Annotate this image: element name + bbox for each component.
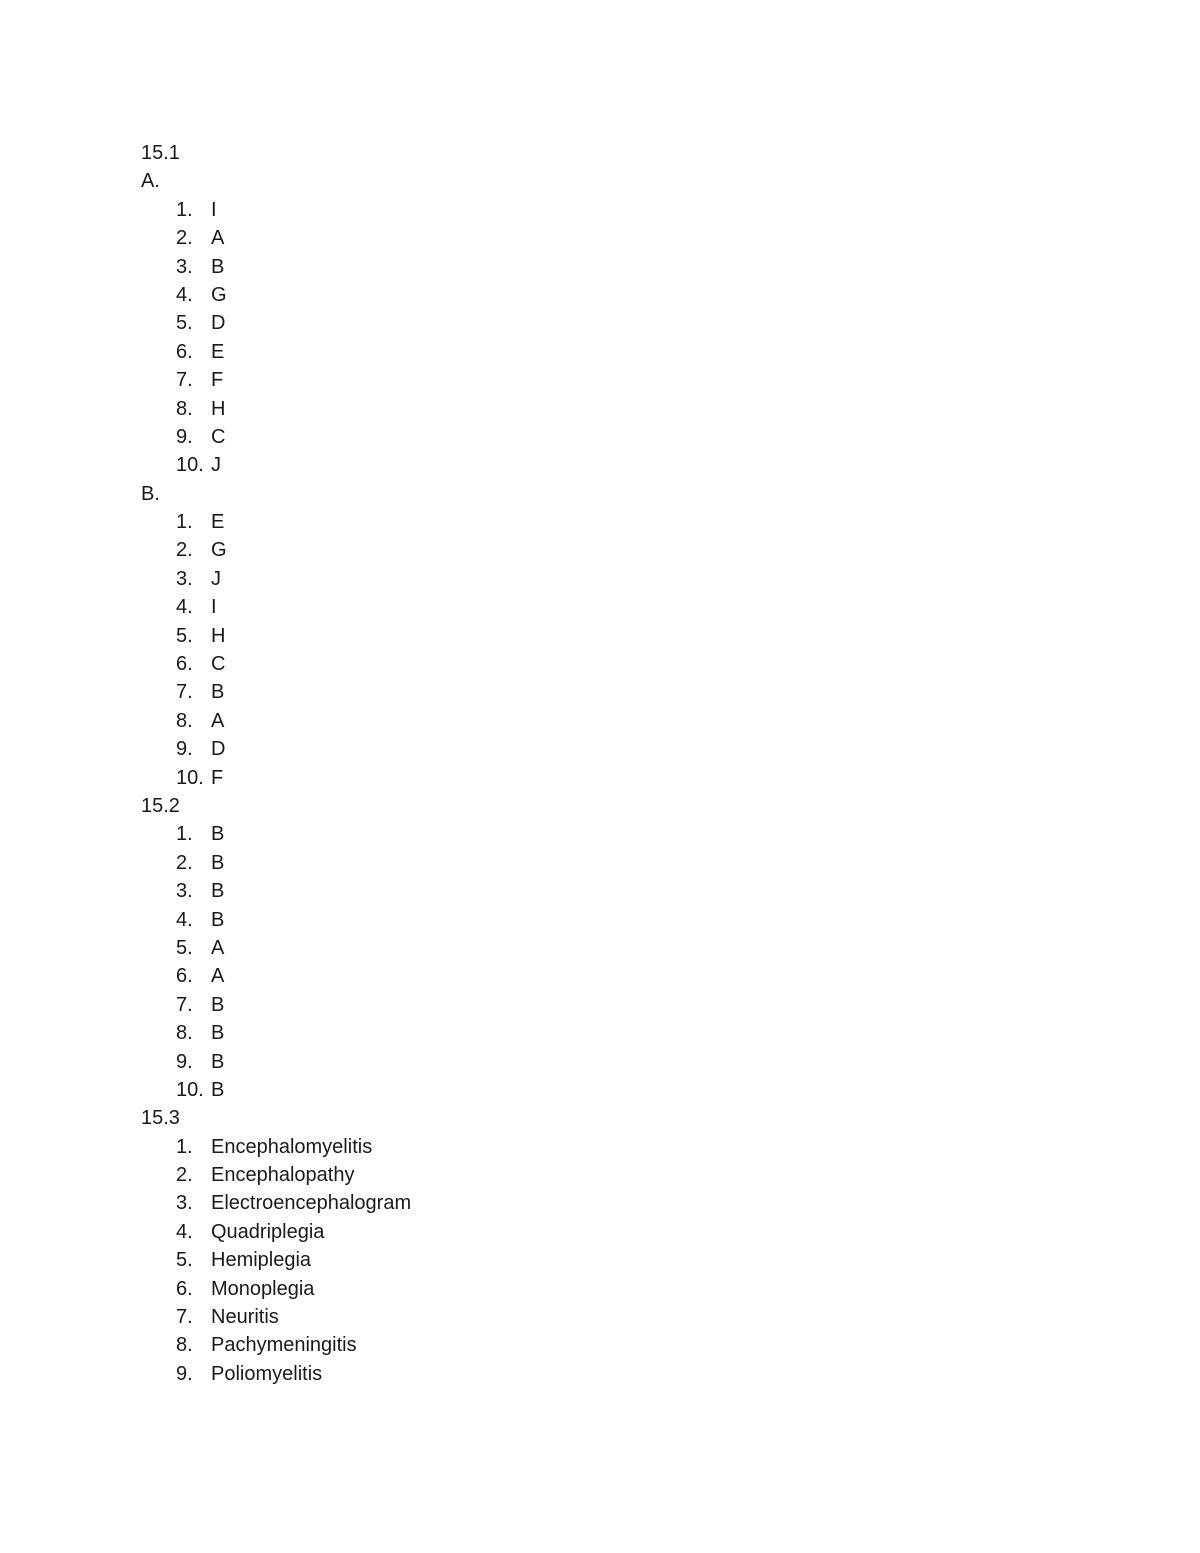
section-heading: 15.2 (141, 794, 180, 817)
item-answer: E (211, 340, 225, 363)
answer-list-item (141, 309, 411, 337)
item-answer: B (211, 908, 225, 931)
item-number: 8. (176, 1022, 193, 1045)
answer-list-item (141, 1189, 411, 1217)
answer-list-item (141, 1161, 411, 1189)
answer-list-item (141, 1076, 411, 1104)
item-number: 7. (176, 369, 193, 392)
answer-list-item (141, 593, 411, 621)
item-answer: F (211, 369, 224, 392)
item-number: 3. (176, 567, 193, 590)
item-number: 4. (176, 908, 193, 931)
item-answer: Encephalopathy (211, 1164, 355, 1187)
item-answer: I (211, 596, 217, 619)
item-number: 6. (176, 340, 193, 363)
item-number: 5. (176, 624, 193, 647)
item-number: 1. (176, 198, 193, 221)
answer-list-item (141, 962, 411, 990)
item-number: 4. (176, 283, 193, 306)
item-answer: C (211, 653, 226, 676)
item-answer: A (211, 709, 225, 732)
answer-list-item (141, 1133, 411, 1161)
answer-list-item (141, 536, 411, 564)
item-number: 10. (176, 1078, 204, 1101)
answer-key-document (141, 139, 411, 1388)
item-answer: D (211, 738, 226, 761)
answer-list-item (141, 650, 411, 678)
item-number: 9. (176, 738, 193, 761)
item-answer: G (211, 539, 227, 562)
item-number: 5. (176, 1249, 193, 1272)
item-answer: B (211, 1022, 225, 1045)
item-number: 7. (176, 993, 193, 1016)
answer-list-item (141, 565, 411, 593)
item-answer: D (211, 312, 226, 335)
answer-list-item (141, 1246, 411, 1274)
answer-list-item (141, 338, 411, 366)
item-answer: B (211, 823, 225, 846)
item-number: 9. (176, 1362, 193, 1385)
item-number: 8. (176, 397, 193, 420)
answer-list-item (141, 707, 411, 735)
answer-list-item (141, 423, 411, 451)
answer-list-item (141, 991, 411, 1019)
item-answer: J (211, 567, 221, 590)
item-number: 4. (176, 596, 193, 619)
answer-list-item (141, 395, 411, 423)
item-number: 2. (176, 227, 193, 250)
item-answer: F (211, 766, 224, 789)
item-answer: B (211, 1050, 225, 1073)
answer-list-item (141, 366, 411, 394)
section-heading: B. (141, 482, 160, 505)
item-number: 1. (176, 511, 193, 534)
item-answer: A (211, 227, 225, 250)
item-number: 10. (176, 766, 204, 789)
answer-list-item (141, 1019, 411, 1047)
item-number: 10. (176, 454, 204, 477)
answer-list-item (141, 735, 411, 763)
answer-list-item (141, 906, 411, 934)
answer-list-item (141, 1275, 411, 1303)
item-number: 4. (176, 1220, 193, 1243)
item-number: 2. (176, 539, 193, 562)
answer-list-item (141, 1331, 411, 1359)
item-number: 5. (176, 936, 193, 959)
item-answer: B (211, 1078, 225, 1101)
answer-list-item (141, 253, 411, 281)
item-number: 6. (176, 1277, 193, 1300)
section-heading: 15.1 (141, 142, 180, 164)
answer-list-item (141, 281, 411, 309)
item-number: 1. (176, 823, 193, 846)
item-number: 3. (176, 255, 193, 278)
item-answer: B (211, 993, 225, 1016)
item-answer: B (211, 255, 225, 278)
item-answer: B (211, 880, 225, 903)
item-answer: J (211, 454, 221, 477)
item-number: 6. (176, 653, 193, 676)
answer-list-item (141, 849, 411, 877)
answer-list-item (141, 1360, 411, 1388)
answer-list-item (141, 508, 411, 536)
item-number: 3. (176, 880, 193, 903)
item-number: 2. (176, 1164, 193, 1187)
answer-list-item (141, 877, 411, 905)
answer-list-item (141, 1303, 411, 1331)
answer-list-item (141, 1218, 411, 1246)
item-number: 8. (176, 709, 193, 732)
item-answer: Pachymeningitis (211, 1334, 357, 1357)
section-heading: A. (141, 170, 160, 193)
item-answer: H (211, 624, 226, 647)
item-number: 5. (176, 312, 193, 335)
answer-list-item (141, 678, 411, 706)
answer-list-item (141, 764, 411, 792)
item-answer: B (211, 851, 225, 874)
item-answer: G (211, 283, 227, 306)
item-number: 3. (176, 1192, 193, 1215)
item-answer: Electroencephalogram (211, 1192, 412, 1215)
item-number: 8. (176, 1334, 193, 1357)
item-answer: Poliomyelitis (211, 1362, 323, 1385)
section-heading: 15.3 (141, 1107, 180, 1130)
item-answer: I (211, 198, 217, 221)
answer-list-item (141, 196, 411, 224)
item-number: 9. (176, 1050, 193, 1073)
item-number: 7. (176, 1306, 193, 1329)
item-answer: Neuritis (211, 1306, 279, 1329)
item-number: 9. (176, 425, 193, 448)
item-number: 1. (176, 1135, 193, 1158)
answer-list-item (141, 934, 411, 962)
item-answer: B (211, 681, 225, 704)
answer-list-item (141, 224, 411, 252)
answer-list-item (141, 622, 411, 650)
item-number: 2. (176, 851, 193, 874)
item-answer: Encephalomyelitis (211, 1135, 373, 1158)
item-answer: A (211, 936, 225, 959)
item-answer: C (211, 425, 226, 448)
answer-list-item (141, 451, 411, 479)
item-answer: Monoplegia (211, 1277, 315, 1300)
item-answer: Hemiplegia (211, 1249, 312, 1272)
item-answer: A (211, 965, 225, 988)
answer-list-item (141, 1048, 411, 1076)
item-answer: E (211, 511, 225, 534)
item-answer: H (211, 397, 226, 420)
item-number: 6. (176, 965, 193, 988)
item-answer: Quadriplegia (211, 1220, 325, 1243)
answer-list-item (141, 820, 411, 848)
item-number: 7. (176, 681, 193, 704)
